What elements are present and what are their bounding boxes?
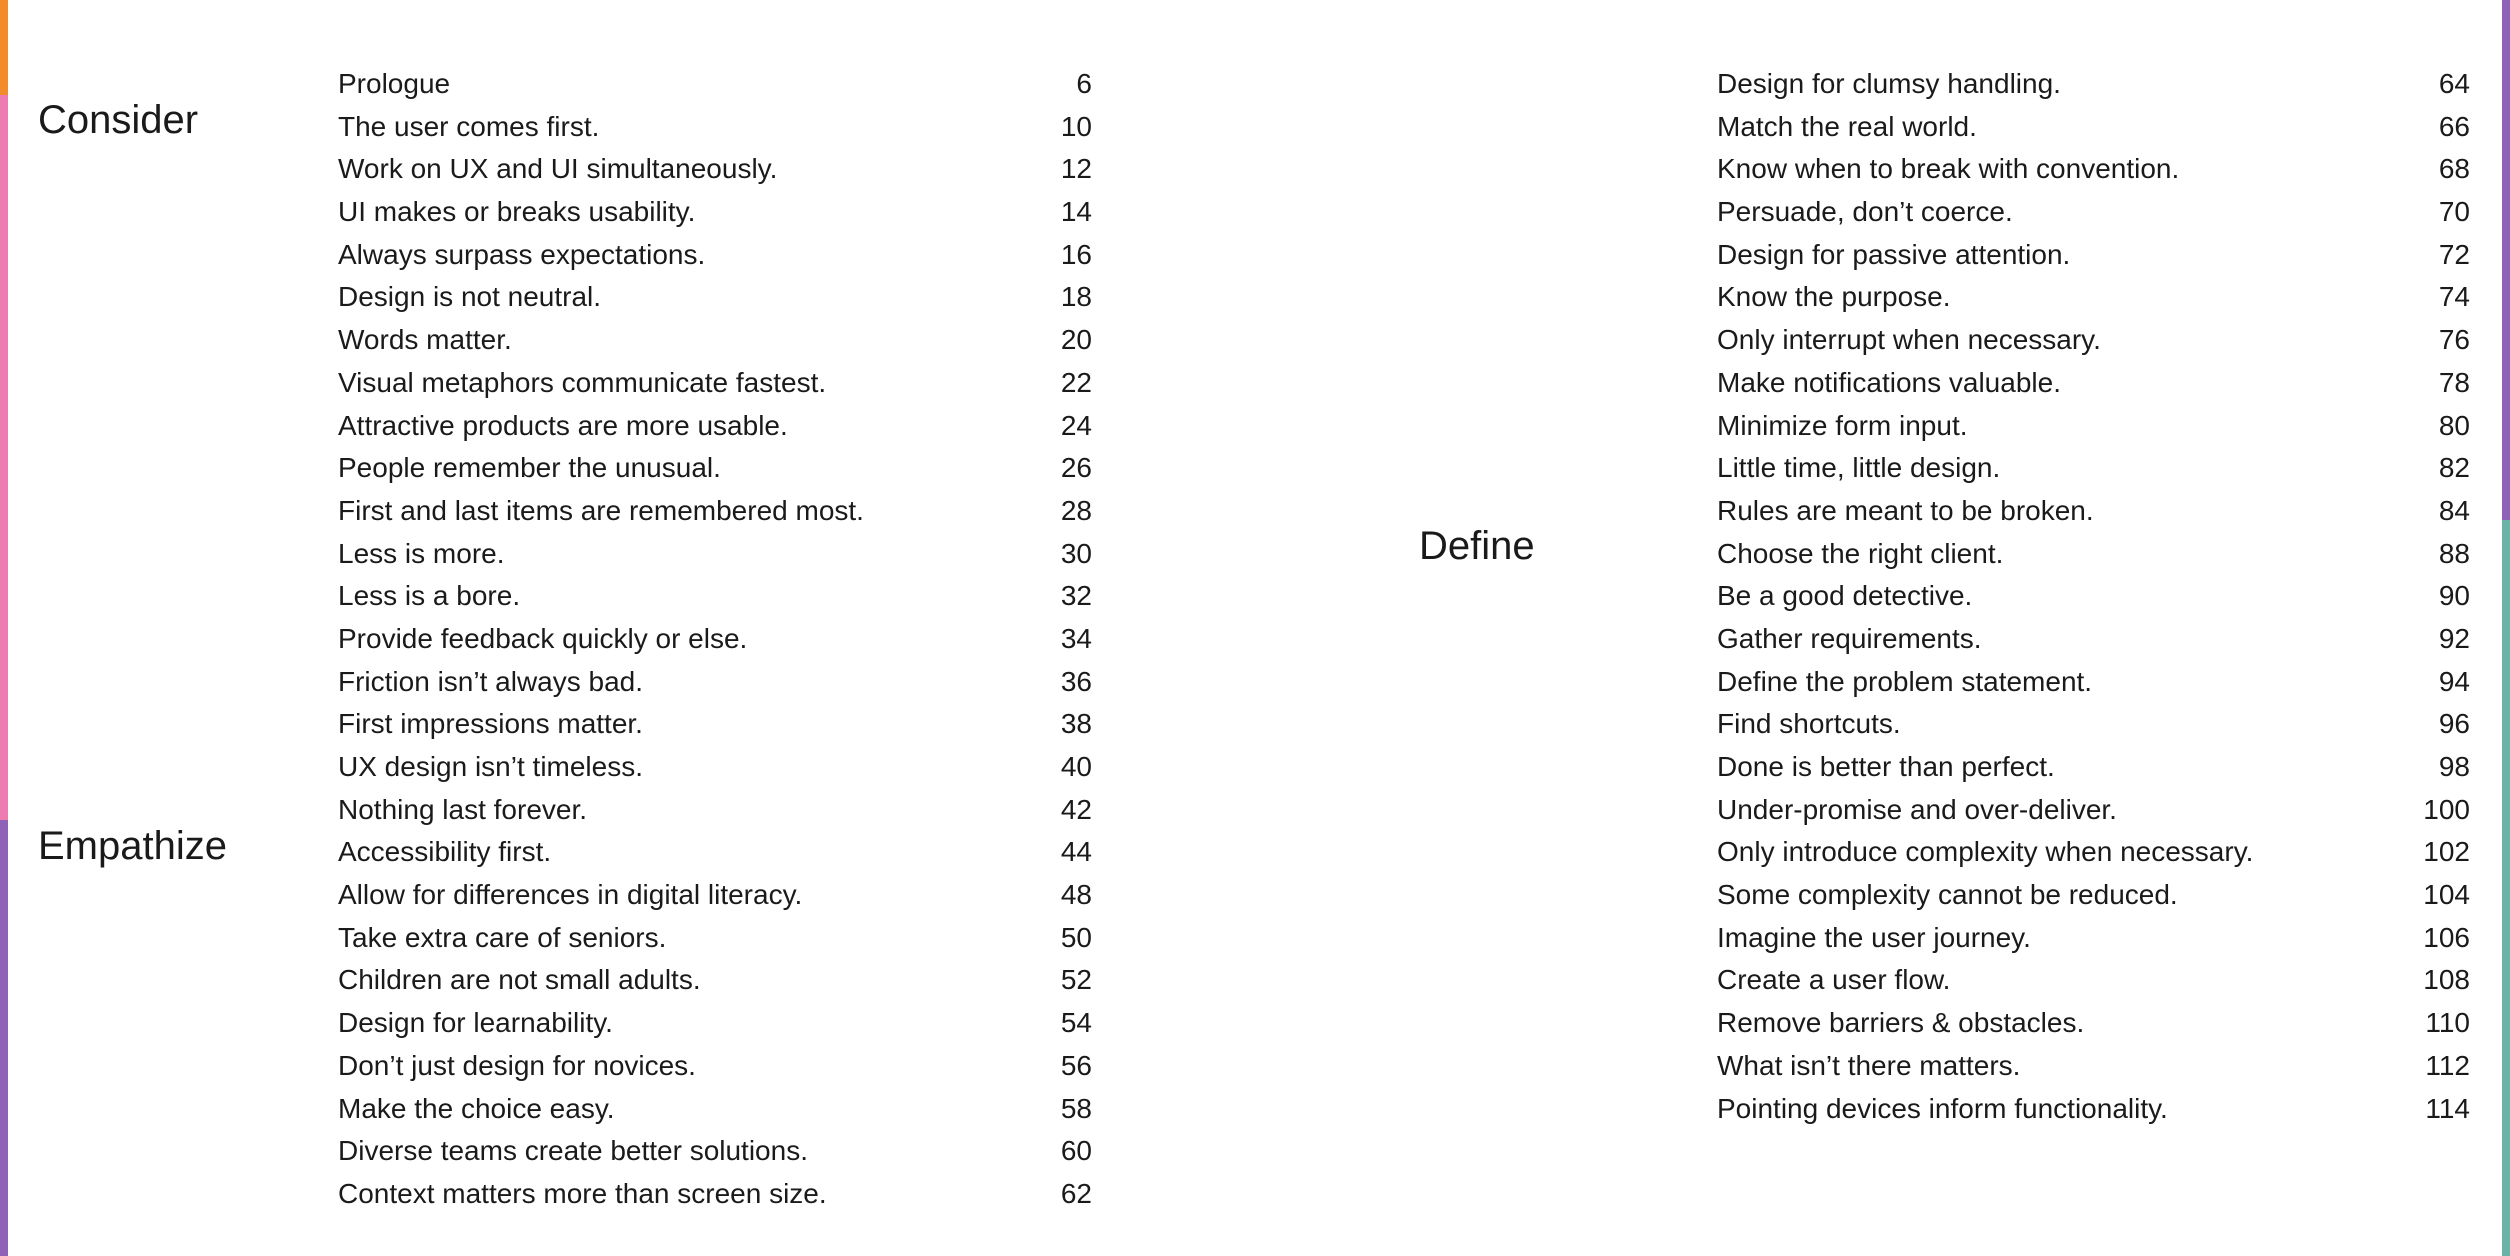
toc-entry[interactable]: [1717, 789, 2470, 832]
toc-entry-title: Nothing last forever.: [338, 793, 588, 825]
toc-entry-title: Find shortcuts.: [1717, 708, 1901, 740]
toc-entry-page-number: 40: [1060, 751, 1092, 782]
toc-entry-page-number: 68: [2438, 153, 2470, 185]
toc-entry-page-number: 16: [1060, 238, 1092, 270]
toc-entry-title: Accessibility first.: [338, 836, 552, 868]
toc-entry-title: Make notifications valuable.: [1717, 366, 2061, 398]
toc-entry-page-number: 110: [2425, 1007, 2470, 1039]
toc-entry-page-number: 30: [1060, 537, 1092, 569]
toc-entry[interactable]: [1717, 191, 2470, 234]
toc-entry[interactable]: [1717, 447, 2470, 490]
toc-entry-page-number: 108: [2423, 964, 2470, 996]
toc-entry-title: Only interrupt when necessary.: [1717, 324, 2101, 356]
toc-entry-title: Know when to break with convention.: [1717, 153, 2180, 185]
toc-entry-page-number: 114: [2425, 1092, 2470, 1124]
toc-entry-page-number: 20: [1060, 324, 1092, 356]
toc-entry-page-number: 60: [1060, 1135, 1092, 1167]
toc-entry-page-number: 82: [2438, 452, 2470, 484]
toc-entry-title: First impressions matter.: [338, 708, 643, 740]
toc-entry[interactable]: [338, 1045, 1092, 1088]
toc-entry[interactable]: [338, 1173, 1092, 1216]
toc-entry-page-number: 90: [2438, 580, 2470, 612]
toc-entry[interactable]: [338, 959, 1092, 1002]
toc-entry-page-number: 94: [2438, 665, 2470, 697]
toc-entry-page-number: 74: [2438, 281, 2470, 313]
toc-entry-title: Persuade, don’t coerce.: [1717, 196, 2013, 228]
toc-entry[interactable]: [1717, 874, 2470, 917]
toc-entry[interactable]: [1717, 831, 2470, 874]
toc-entry[interactable]: [338, 746, 1092, 789]
toc-entry[interactable]: [1717, 106, 2470, 149]
section-heading-consider: Consider: [38, 98, 199, 142]
toc-entry-page-number: 78: [2438, 366, 2470, 398]
right-edge-bar-teal: [2502, 520, 2510, 1256]
toc-entry-page-number: 98: [2438, 751, 2470, 782]
toc-entry-page-number: 48: [1060, 879, 1092, 911]
toc-entry-page-number: 62: [1060, 1177, 1092, 1209]
toc-entry-title: Allow for differences in digital literacy.: [338, 879, 803, 911]
toc-entry-title: Work on UX and UI simultaneously.: [338, 153, 778, 185]
toc-entry-title: Don’t just design for novices.: [338, 1049, 696, 1081]
toc-entry[interactable]: [1717, 1045, 2470, 1088]
toc-entry-title: Design for passive attention.: [1717, 238, 2071, 270]
toc-entry[interactable]: [338, 447, 1092, 490]
toc-entry-page-number: 102: [2423, 836, 2470, 868]
toc-entry-title: Only introduce complexity when necessary.: [1717, 836, 2254, 868]
toc-entry-page-number: 42: [1060, 793, 1092, 825]
toc-entry[interactable]: [1717, 234, 2470, 277]
toc-entry-title: Rules are meant to be broken.: [1717, 494, 2094, 526]
toc-entry-title: Less is more.: [338, 537, 505, 569]
toc-entry-page-number: 28: [1060, 494, 1092, 526]
toc-entry[interactable]: [338, 191, 1092, 234]
toc-entry-page-number: 44: [1060, 836, 1092, 868]
toc-entry-page-number: 104: [2423, 879, 2470, 911]
toc-entry-page-number: 18: [1060, 281, 1092, 313]
toc-entry[interactable]: [1717, 490, 2470, 533]
toc-entry-page-number: 54: [1060, 1007, 1092, 1039]
toc-entry-title: Define the problem statement.: [1717, 665, 2093, 697]
toc-entry-page-number: 84: [2438, 494, 2470, 526]
toc-entry-page-number: 58: [1060, 1092, 1092, 1124]
toc-entry-page-number: 12: [1060, 153, 1092, 185]
toc-entry[interactable]: [338, 106, 1092, 149]
toc-entry-title: Pointing devices inform functionality.: [1717, 1092, 2168, 1124]
toc-entry-page-number: 10: [1060, 110, 1092, 142]
toc-entry[interactable]: [338, 661, 1092, 704]
toc-entry-title: Less is a bore.: [338, 580, 521, 612]
toc-entry-title: UX design isn’t timeless.: [338, 751, 644, 782]
toc-entry[interactable]: [338, 789, 1092, 832]
toc-entry-title: Diverse teams create better solutions.: [338, 1135, 808, 1167]
toc-entry-page-number: 26: [1060, 452, 1092, 484]
right-edge-bar-purple: [2502, 0, 2510, 520]
toc-entry-page-number: 76: [2438, 324, 2470, 356]
toc-entry[interactable]: [1717, 148, 2470, 191]
toc-entry-page-number: 36: [1060, 665, 1092, 697]
toc-right-column: [1717, 63, 2470, 1130]
toc-entry-title: Children are not small adults.: [338, 964, 701, 996]
toc-entry-title: Visual metaphors communicate fastest.: [338, 366, 827, 398]
toc-entry[interactable]: [338, 1002, 1092, 1045]
toc-entry-title: Create a user flow.: [1717, 964, 1951, 996]
toc-entry[interactable]: [338, 618, 1092, 661]
left-edge-bar-orange: [0, 0, 8, 95]
toc-entry-title: Match the real world.: [1717, 110, 1977, 142]
toc-entry-page-number: 70: [2438, 196, 2470, 228]
toc-entry[interactable]: [338, 703, 1092, 746]
toc-entry[interactable]: [338, 533, 1092, 576]
toc-entry-page-number: 32: [1060, 580, 1092, 612]
toc-entry[interactable]: [1717, 63, 2470, 106]
toc-entry-title: Some complexity cannot be reduced.: [1717, 879, 2178, 911]
toc-entry[interactable]: [338, 405, 1092, 448]
toc-entry-title: Design for learnability.: [338, 1007, 613, 1039]
toc-entry[interactable]: [338, 1130, 1092, 1173]
toc-entry-page-number: 72: [2438, 238, 2470, 270]
toc-entry-page-number: 22: [1060, 366, 1092, 398]
toc-entry[interactable]: [338, 319, 1092, 362]
toc-entry[interactable]: [1717, 276, 2470, 319]
section-heading-define: Define: [1419, 524, 1535, 568]
toc-entry-title: Little time, little design.: [1717, 452, 2001, 484]
left-edge-bar-purple: [0, 820, 8, 1256]
toc-entry[interactable]: [1717, 319, 2470, 362]
toc-entry-title: Under-promise and over-deliver.: [1717, 793, 2117, 825]
toc-entry-title: Be a good detective.: [1717, 580, 1973, 612]
toc-left-column: [338, 63, 1092, 1216]
toc-entry-page-number: 6: [1076, 68, 1092, 99]
toc-entry[interactable]: [1717, 575, 2470, 618]
toc-entry-page-number: 80: [2438, 409, 2470, 441]
toc-entry-page-number: 112: [2425, 1049, 2470, 1081]
toc-entry-page-number: 56: [1060, 1049, 1092, 1081]
toc-entry[interactable]: [1717, 661, 2470, 704]
toc-entry[interactable]: [338, 148, 1092, 191]
toc-entry-title: Make the choice easy.: [338, 1092, 615, 1124]
toc-entry-page-number: 52: [1060, 964, 1092, 996]
toc-entry-title: People remember the unusual.: [338, 452, 721, 484]
section-heading-empathize: Empathize: [38, 824, 227, 868]
toc-entry-page-number: 96: [2438, 708, 2470, 740]
toc-entry-title: What isn’t there matters.: [1717, 1049, 2021, 1081]
toc-entry[interactable]: [1717, 917, 2470, 960]
toc-entry-title: First and last items are remembered most.: [338, 494, 864, 526]
toc-entry-title: Imagine the user journey.: [1717, 921, 2031, 953]
toc-entry[interactable]: [338, 1088, 1092, 1131]
toc-entry-title: Prologue: [338, 68, 451, 99]
toc-entry-title: Choose the right client.: [1717, 537, 2004, 569]
toc-entry[interactable]: [1717, 746, 2470, 789]
left-edge-bar-pink: [0, 95, 8, 820]
toc-entry-title: UI makes or breaks usability.: [338, 196, 696, 228]
toc-entry-title: Design for clumsy handling.: [1717, 68, 2061, 99]
toc-entry[interactable]: [1717, 1088, 2470, 1131]
toc-entry-page-number: 34: [1060, 622, 1092, 654]
toc-entry[interactable]: [338, 234, 1092, 277]
toc-entry[interactable]: [1717, 618, 2470, 661]
toc-entry[interactable]: [1717, 362, 2470, 405]
toc-entry[interactable]: [1717, 1002, 2470, 1045]
toc-entry[interactable]: [1717, 405, 2470, 448]
toc-entry-title: Friction isn’t always bad.: [338, 665, 644, 697]
toc-entry-page-number: 106: [2423, 921, 2470, 953]
toc-entry[interactable]: [338, 874, 1092, 917]
toc-entry-page-number: 14: [1060, 196, 1092, 228]
toc-entry-page-number: 66: [2438, 110, 2470, 142]
toc-entry-page-number: 50: [1060, 921, 1092, 953]
toc-entry[interactable]: [1717, 703, 2470, 746]
toc-entry-title: Done is better than perfect.: [1717, 751, 2055, 782]
toc-entry[interactable]: [338, 831, 1092, 874]
toc-entry[interactable]: [338, 63, 1092, 106]
toc-entry-title: Always surpass expectations.: [338, 238, 706, 270]
toc-entry-title: Design is not neutral.: [338, 281, 602, 313]
toc-entry-page-number: 24: [1060, 409, 1092, 441]
toc-entry[interactable]: [338, 917, 1092, 960]
toc-entry-page-number: 100: [2423, 793, 2470, 825]
toc-entry[interactable]: [338, 276, 1092, 319]
toc-entry-title: Gather requirements.: [1717, 622, 1982, 654]
toc-entry-title: Attractive products are more usable.: [338, 409, 788, 441]
toc-entry-title: The user comes first.: [338, 110, 600, 142]
toc-entry-title: Provide feedback quickly or else.: [338, 622, 748, 654]
toc-entry[interactable]: [338, 362, 1092, 405]
toc-entry-title: Context matters more than screen size.: [338, 1177, 827, 1209]
toc-entry[interactable]: [338, 490, 1092, 533]
toc-entry-title: Know the purpose.: [1717, 281, 1951, 313]
toc-entry-title: Remove barriers & obstacles.: [1717, 1007, 2085, 1039]
toc-entry[interactable]: [1717, 959, 2470, 1002]
toc-entry-page-number: 38: [1060, 708, 1092, 740]
toc-entry-page-number: 88: [2438, 537, 2470, 569]
toc-entry-title: Take extra care of seniors.: [338, 921, 667, 953]
toc-entry-title: Words matter.: [338, 324, 512, 356]
toc-entry[interactable]: [338, 575, 1092, 618]
toc-entry-page-number: 92: [2438, 622, 2470, 654]
toc-entry-title: Minimize form input.: [1717, 409, 1968, 441]
toc-entry-page-number: 64: [2438, 68, 2470, 99]
toc-entry[interactable]: [1717, 533, 2470, 576]
